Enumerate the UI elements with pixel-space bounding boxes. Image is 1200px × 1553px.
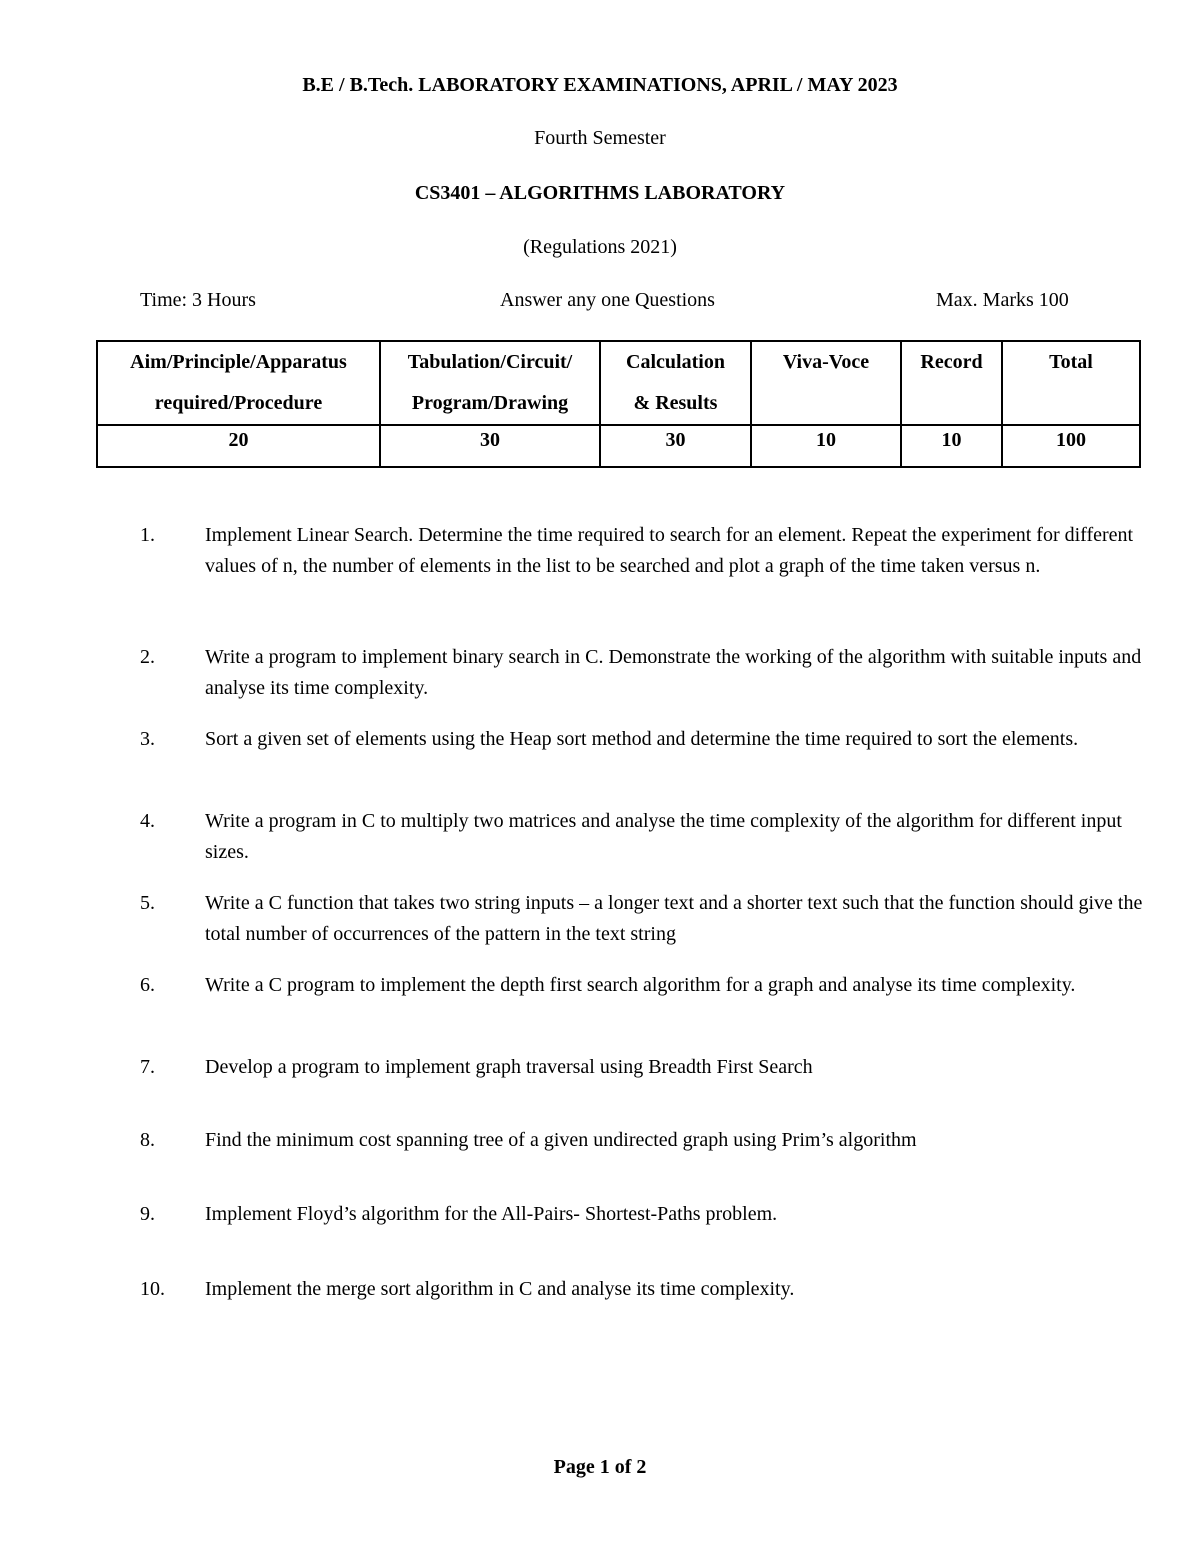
header-cell-total — [1002, 341, 1140, 425]
header-line: Viva-Voce — [782, 351, 870, 373]
value-cell-total: 100 — [1002, 425, 1140, 467]
question-number: 5. — [140, 892, 155, 914]
question-text: Implement Linear Search. Determine the time required to search for an element. Repeat the experiment for different values of n, the number of elements in the list to be searched and plot a graph of the time taken versus n. — [205, 524, 1134, 577]
semester: Fourth Semester — [534, 127, 666, 149]
question-number: 3. — [140, 728, 155, 750]
header-line: Total — [1049, 351, 1093, 373]
value-cell-calculation: 30 — [600, 425, 751, 467]
question-text: Develop a program to implement graph traversal using Breadth First Search — [205, 1056, 813, 1078]
value-cell-record: 10 — [901, 425, 1002, 467]
max-marks-label: Max. Marks 100 — [936, 289, 1069, 311]
header-line: Program/Drawing — [411, 392, 569, 414]
value-cell-viva-voce: 10 — [751, 425, 901, 467]
marks-value-row — [97, 425, 1140, 467]
header-cell-record — [901, 341, 1002, 425]
question-number: 9. — [140, 1203, 155, 1225]
instruction-label: Answer any one Questions — [500, 289, 715, 311]
regulations: (Regulations 2021) — [523, 236, 677, 258]
header-line: & Results — [633, 392, 718, 414]
question-text: Write a program in C to multiply two matrices and analyse the time complexity of the algorithm for different input sizes. — [205, 810, 1122, 863]
question-number: 1. — [140, 524, 155, 546]
header-cell-calculation — [600, 341, 751, 425]
question-text: Implement Floyd’s algorithm for the All-Pairs- Shortest-Paths problem. — [205, 1203, 778, 1225]
header-cell-tabulation — [380, 341, 600, 425]
question-number: 7. — [140, 1056, 155, 1078]
page-number: Page 1 of 2 — [553, 1456, 647, 1478]
time-label: Time: 3 Hours — [140, 289, 256, 311]
header-line: Calculation — [626, 351, 725, 373]
header-line: required/Procedure — [154, 392, 323, 414]
header-line: Tabulation/Circuit/ — [407, 351, 573, 373]
header-cell-aim — [97, 341, 380, 425]
question-text: Write a C function that takes two string inputs – a longer text and a shorter text such that the function should give the total number of occurrences of the pattern in the text string — [205, 892, 1143, 945]
marks-header-row — [97, 341, 1140, 425]
question-text: Sort a given set of elements using the Heap sort method and determine the time required to sort the elements. — [205, 728, 1079, 750]
question-text: Write a program to implement binary search in C. Demonstrate the working of the algorithm with suitable inputs and analyse its time complexity. — [205, 646, 1142, 699]
question-text: Write a C program to implement the depth first search algorithm for a graph and analyse its time complexity. — [205, 974, 1076, 996]
header-line: Aim/Principle/Apparatus — [130, 351, 347, 373]
marks-table — [96, 340, 1141, 468]
question-text: Find the minimum cost spanning tree of a given undirected graph using Prim’s algorithm — [205, 1129, 917, 1151]
exam-title: B.E / B.Tech. LABORATORY EXAMINATIONS, APRIL / MAY 2023 — [302, 74, 898, 96]
value-cell-aim: 20 — [97, 425, 380, 467]
question-number: 2. — [140, 646, 155, 668]
question-number: 6. — [140, 974, 155, 996]
question-number: 4. — [140, 810, 155, 832]
header-line: Record — [920, 351, 983, 373]
header-cell-viva-voce — [751, 341, 901, 425]
course-title: CS3401 – ALGORITHMS LABORATORY — [414, 182, 786, 204]
question-number: 8. — [140, 1129, 155, 1151]
question-text: Implement the merge sort algorithm in C and analyse its time complexity. — [205, 1278, 795, 1300]
question-number: 10. — [140, 1278, 165, 1300]
value-cell-tabulation: 30 — [380, 425, 600, 467]
